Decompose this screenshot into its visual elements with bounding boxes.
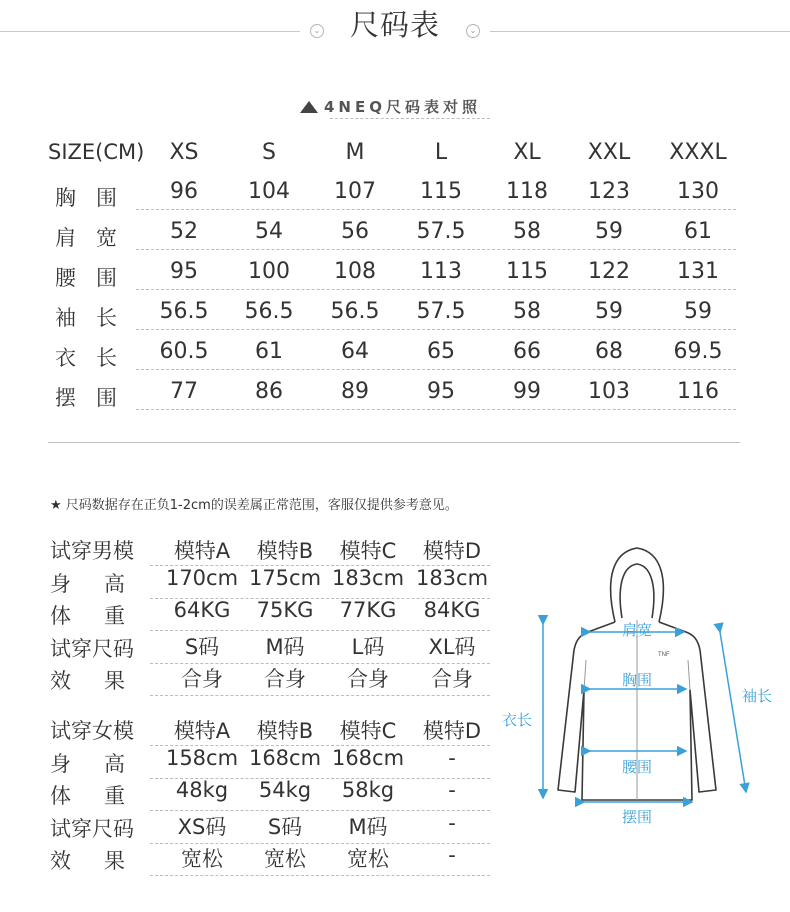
size-cell: 118: [506, 179, 548, 204]
model-cell: -: [448, 745, 456, 770]
sleeve-measure-line: [720, 632, 746, 792]
size-row-label: 腰围: [55, 266, 137, 290]
model-row-label: 效果: [50, 849, 158, 873]
size-cell: 64: [341, 339, 369, 364]
size-cell: 58: [513, 219, 541, 244]
size-cell: 116: [677, 379, 719, 404]
model-column-header: 模特D: [422, 539, 482, 563]
size-cell: 59: [595, 299, 623, 324]
model-cell: M码: [265, 634, 305, 659]
size-row-label: 袖长: [55, 306, 137, 330]
length-label: 衣长: [502, 711, 533, 729]
model-cell: S码: [184, 634, 220, 659]
size-cell: 56.5: [159, 299, 209, 324]
size-cell: 86: [255, 379, 283, 404]
model-cell: 合身: [431, 667, 473, 691]
chest-label: 胸围: [622, 671, 653, 689]
size-row-label: 衣长: [55, 346, 137, 370]
model-row-label: 体重: [50, 604, 158, 628]
model-cell: 84KG: [423, 598, 481, 622]
size-row-label: 肩宽: [55, 226, 137, 250]
size-cell: 54: [255, 219, 283, 244]
size-cell: 123: [588, 179, 630, 204]
section-divider: [48, 442, 740, 443]
model-cell: S码: [267, 814, 303, 839]
row-dotted-line: [136, 209, 736, 210]
size-column-header: M: [345, 140, 365, 165]
shoulder-label: 肩宽: [622, 621, 653, 639]
size-column-header: XXXL: [669, 140, 727, 165]
model-row-label: 身高: [50, 571, 158, 596]
size-row-label: 胸围: [55, 186, 137, 210]
size-cell: 61: [255, 339, 283, 364]
waist-label: 腰围: [622, 758, 653, 776]
size-cell: 89: [341, 379, 369, 404]
model-cell: 合身: [181, 667, 223, 691]
size-cell: 59: [595, 219, 623, 244]
model-cell: M码: [348, 814, 388, 839]
row-dotted-line: [136, 289, 736, 290]
model-cell: 170cm: [165, 565, 239, 590]
chevron-down-icon: ⌄: [466, 24, 480, 38]
size-column-header: XXL: [587, 140, 631, 165]
size-cell: 103: [588, 379, 630, 404]
model-row-label: 身高: [50, 751, 158, 776]
size-cell: 56.5: [330, 299, 380, 324]
model-column-header: 模特A: [173, 719, 231, 743]
model-cell: 宽松: [264, 847, 306, 871]
size-cell: 99: [513, 379, 541, 404]
size-cell: 131: [677, 259, 719, 284]
model-cell: 183cm: [415, 565, 489, 590]
size-cell: 52: [170, 219, 198, 244]
model-column-header: 模特B: [256, 719, 314, 743]
model-column-header: 模特D: [422, 719, 482, 743]
model-cell: 宽松: [181, 847, 223, 871]
size-column-header: S: [262, 140, 276, 165]
model-cell: L码: [351, 634, 385, 659]
model-cell: XL码: [428, 634, 476, 659]
size-cell: 108: [334, 259, 376, 284]
model-cell: -: [448, 810, 456, 835]
size-row-label: 摆围: [55, 386, 137, 410]
size-cell: 107: [334, 179, 376, 204]
size-cell: 58: [513, 299, 541, 324]
model-row-label: 试穿尺码: [50, 636, 134, 661]
size-note: ★ 尺码数据存在正负1-2cm的误差属正常范围，客服仅提供参考意见。: [50, 498, 458, 513]
size-column-header: L: [434, 140, 448, 165]
model-cell: 168cm: [248, 745, 322, 770]
model-cell: 158cm: [165, 745, 239, 770]
size-cell: 68: [595, 339, 623, 364]
model-cell: -: [448, 843, 456, 867]
row-dotted-line: [136, 329, 736, 330]
model-header-label: 试穿女模: [50, 719, 134, 743]
table-subtitle: [300, 96, 500, 117]
model-header-label: 试穿男模: [50, 539, 134, 563]
size-cell: 115: [506, 259, 548, 284]
mountain-logo-icon: [300, 101, 318, 113]
size-column-header: XL: [513, 140, 541, 165]
row-dotted-line: [136, 409, 736, 410]
size-cell: 66: [513, 339, 541, 364]
model-cell: 合身: [264, 667, 306, 691]
model-cell: 48kg: [175, 778, 229, 802]
model-cell: 64KG: [173, 598, 231, 622]
model-cell: 54kg: [258, 778, 312, 802]
model-column-header: 模特B: [256, 539, 314, 563]
size-cell: 69.5: [673, 339, 723, 364]
model-cell: XS码: [177, 814, 227, 839]
chevron-down-icon: ⌄: [310, 24, 324, 38]
row-dotted-line: [150, 875, 490, 876]
size-header-label: SIZE(CM): [48, 140, 145, 164]
size-cell: 96: [170, 179, 198, 204]
size-cell: 57.5: [416, 299, 466, 324]
size-cell: 77: [170, 379, 198, 404]
model-cell: 宽松: [347, 847, 389, 871]
size-cell: 130: [677, 179, 719, 204]
model-cell: 175cm: [248, 565, 322, 590]
model-row-label: 试穿尺码: [50, 816, 134, 841]
row-dotted-line: [136, 369, 736, 370]
model-cell: 58kg: [341, 778, 395, 802]
model-cell: 77KG: [339, 598, 397, 622]
size-cell: 60.5: [159, 339, 209, 364]
size-cell: 59: [684, 299, 712, 324]
hem-label: 摆围: [622, 808, 653, 826]
size-column-header: XS: [169, 140, 199, 165]
size-cell: 100: [248, 259, 290, 284]
model-cell: 合身: [347, 667, 389, 691]
row-dotted-line: [136, 249, 736, 250]
size-cell: 104: [248, 179, 290, 204]
subtitle-text: 4NEQ尺码表对照: [324, 98, 481, 116]
sleeve-label: 袖长: [742, 687, 773, 705]
size-cell: 95: [170, 259, 198, 284]
model-column-header: 模特C: [339, 539, 397, 563]
size-cell: 61: [684, 219, 712, 244]
header-rule-right: [490, 31, 790, 32]
size-cell: 95: [427, 379, 455, 404]
size-cell: 56: [341, 219, 369, 244]
size-cell: 65: [427, 339, 455, 364]
model-cell: 183cm: [331, 565, 405, 590]
brand-mark: TNF: [658, 652, 670, 658]
size-cell: 115: [420, 179, 462, 204]
row-dotted-line: [150, 695, 490, 696]
model-cell: 75KG: [256, 598, 314, 622]
model-cell: -: [448, 778, 456, 802]
size-cell: 56.5: [244, 299, 294, 324]
model-column-header: 模特C: [339, 719, 397, 743]
size-cell: 122: [588, 259, 630, 284]
model-row-label: 体重: [50, 784, 158, 808]
size-cell: 113: [420, 259, 462, 284]
subtitle-underline: [330, 118, 490, 119]
model-cell: 168cm: [331, 745, 405, 770]
size-cell: 57.5: [416, 219, 466, 244]
page-title: 尺码表: [349, 8, 440, 42]
model-row-label: 效果: [50, 669, 158, 693]
model-column-header: 模特A: [173, 539, 231, 563]
